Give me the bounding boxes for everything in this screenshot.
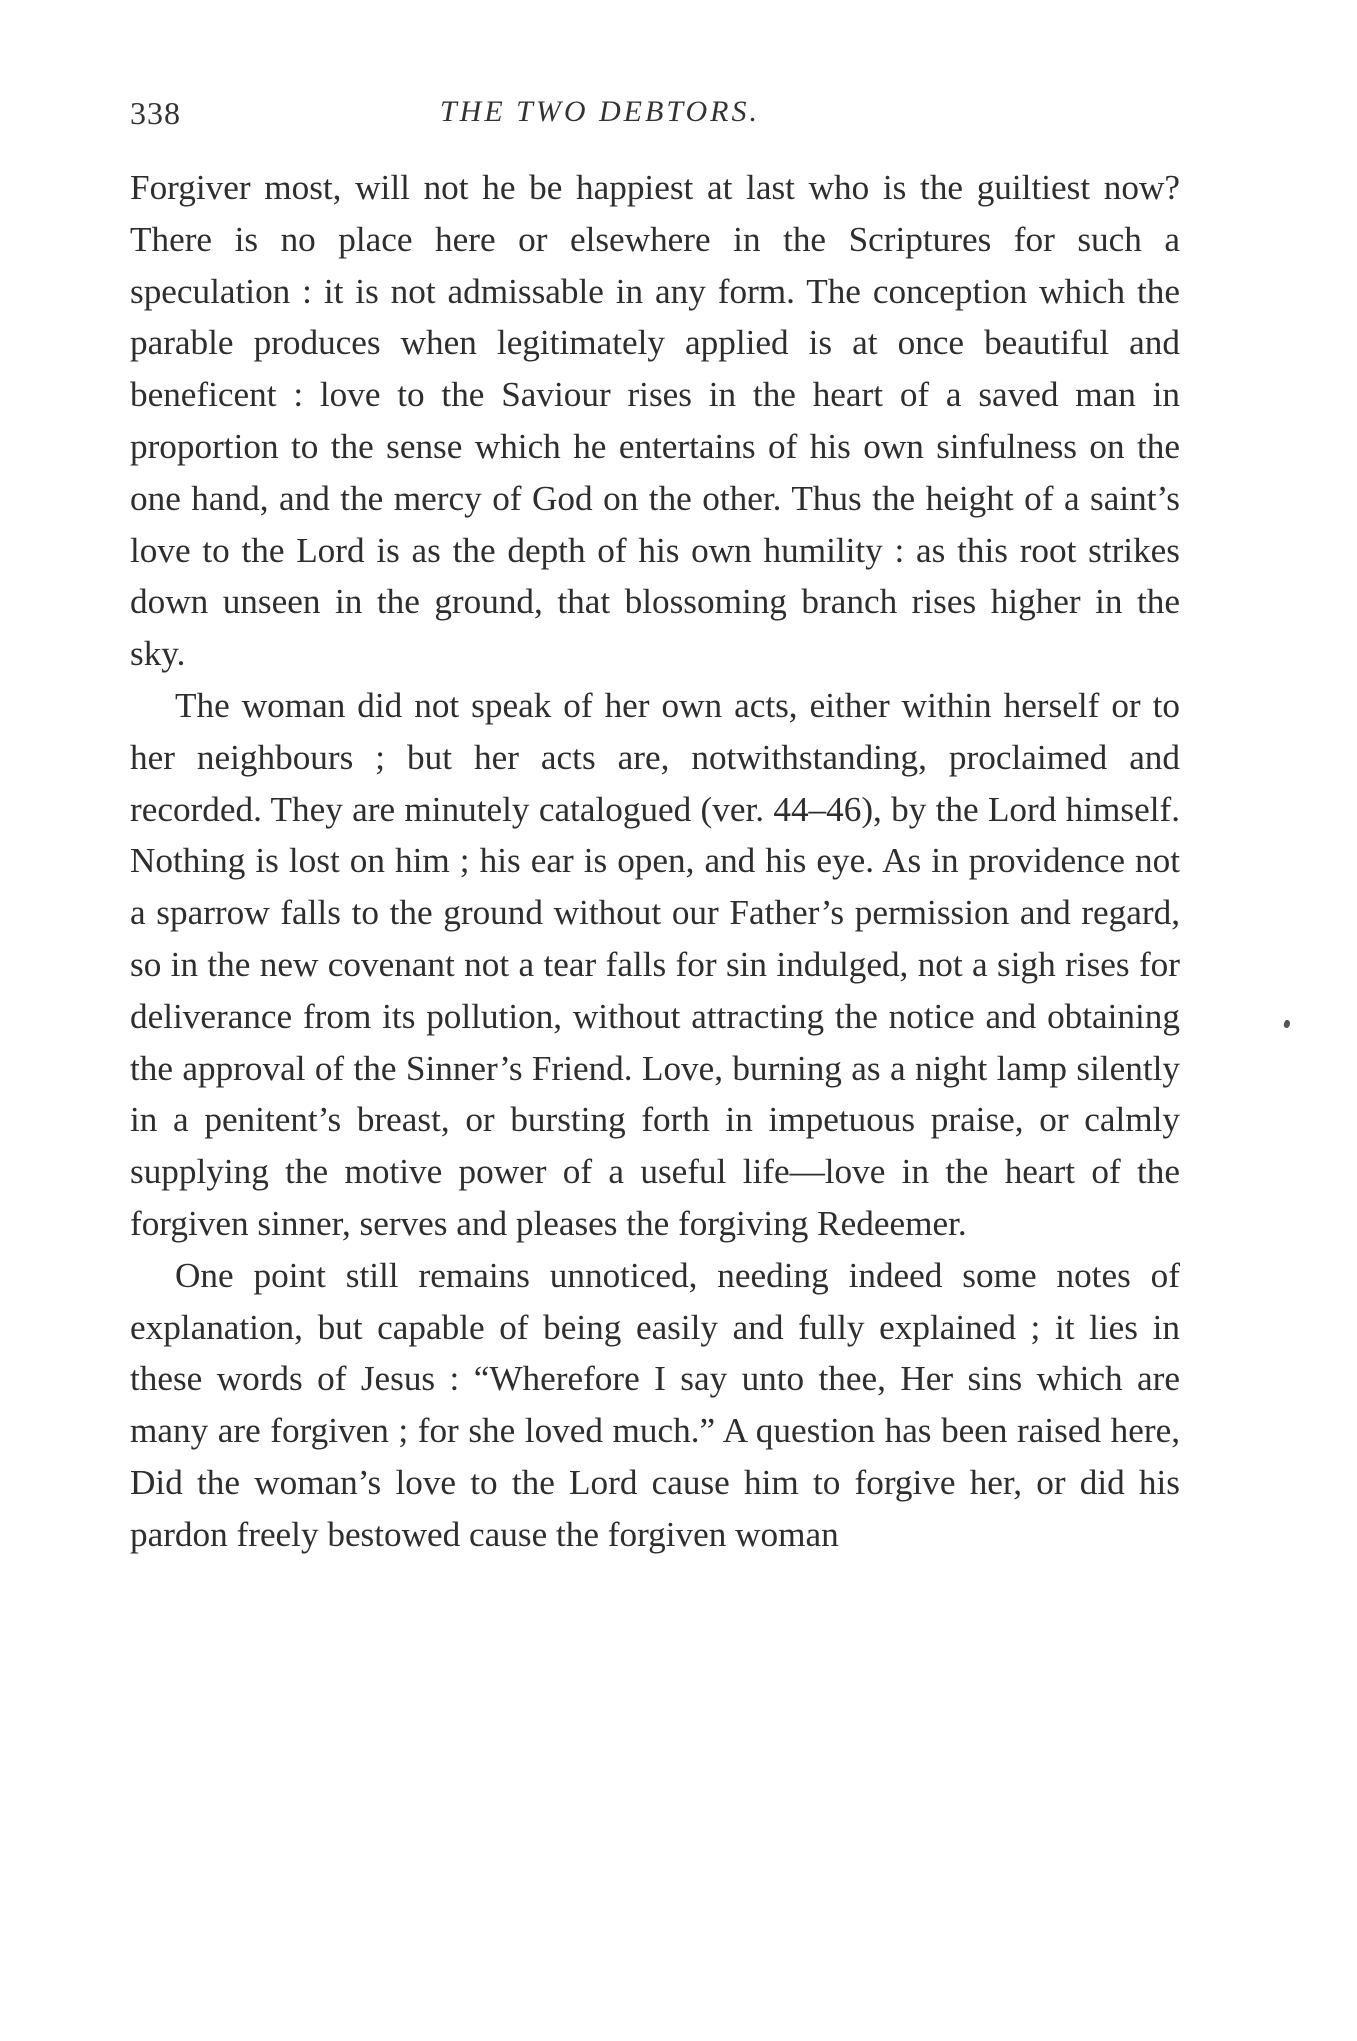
paragraph-woman-acts: The woman did not speak of her own acts, either within herself or to her neighbours ; but her acts are, notwithstanding, proclaimed and recorded. They are minutely catalogued (ver. 44–46), by the Lord himself. Nothing is lost on him ; his ear is open, and his eye. As in providence not a sparrow falls to the ground without our Father’s permission and regard, so in the new covenant not a tear falls for sin indulged, not a sigh rises for deliverance from its pollution, without attracting the notice and obtaining the approval of the Sinner’s Friend. Love, burning as a night lamp silently in a penitent’s breast, or bursting forth in impetuous praise, or calmly supplying the motive power of a useful life—love in the heart of the forgiven sinner, serves and pleases the forgiving Redeemer. [130,685,1180,1243]
running-head [130,95,1180,135]
paragraph-one-point: One point still remains unnoticed, needing indeed some notes of explanation, but capable of being easily and fully explained ; it lies in these words of Jesus : “Wherefore I say unto thee, Her sins which are many are forgiven ; for she loved much.” A question has been raised here, Did the woman’s love to the Lord cause him to forgive her, or did his pardon freely bestowed cause the forgiven woman [130,1255,1180,1554]
paragraph-continuation: Forgiver most, will not he be happiest at last who is the guiltiest now? There is no place here or elsewhere in the Scriptures for such a speculation : it is not admissable in any form. The conception which the parable produces when legitimately applied is at once beautiful and beneficent : love to the Saviour rises in the heart of a saved man in proportion to the sense which he entertains of his own sinfulness on the one hand, and the mercy of God on the other. Thus the height of a saint’s love to the Lord is as the depth of his own humility : as this root strikes down unseen in the ground, that blossoming branch rises higher in the sky. [130,168,1180,674]
ink-speck [1283,1019,1291,1029]
running-title: THE TWO DEBTORS. [440,95,760,128]
body-text [130,162,1180,1561]
page-number: 338 [130,95,181,131]
